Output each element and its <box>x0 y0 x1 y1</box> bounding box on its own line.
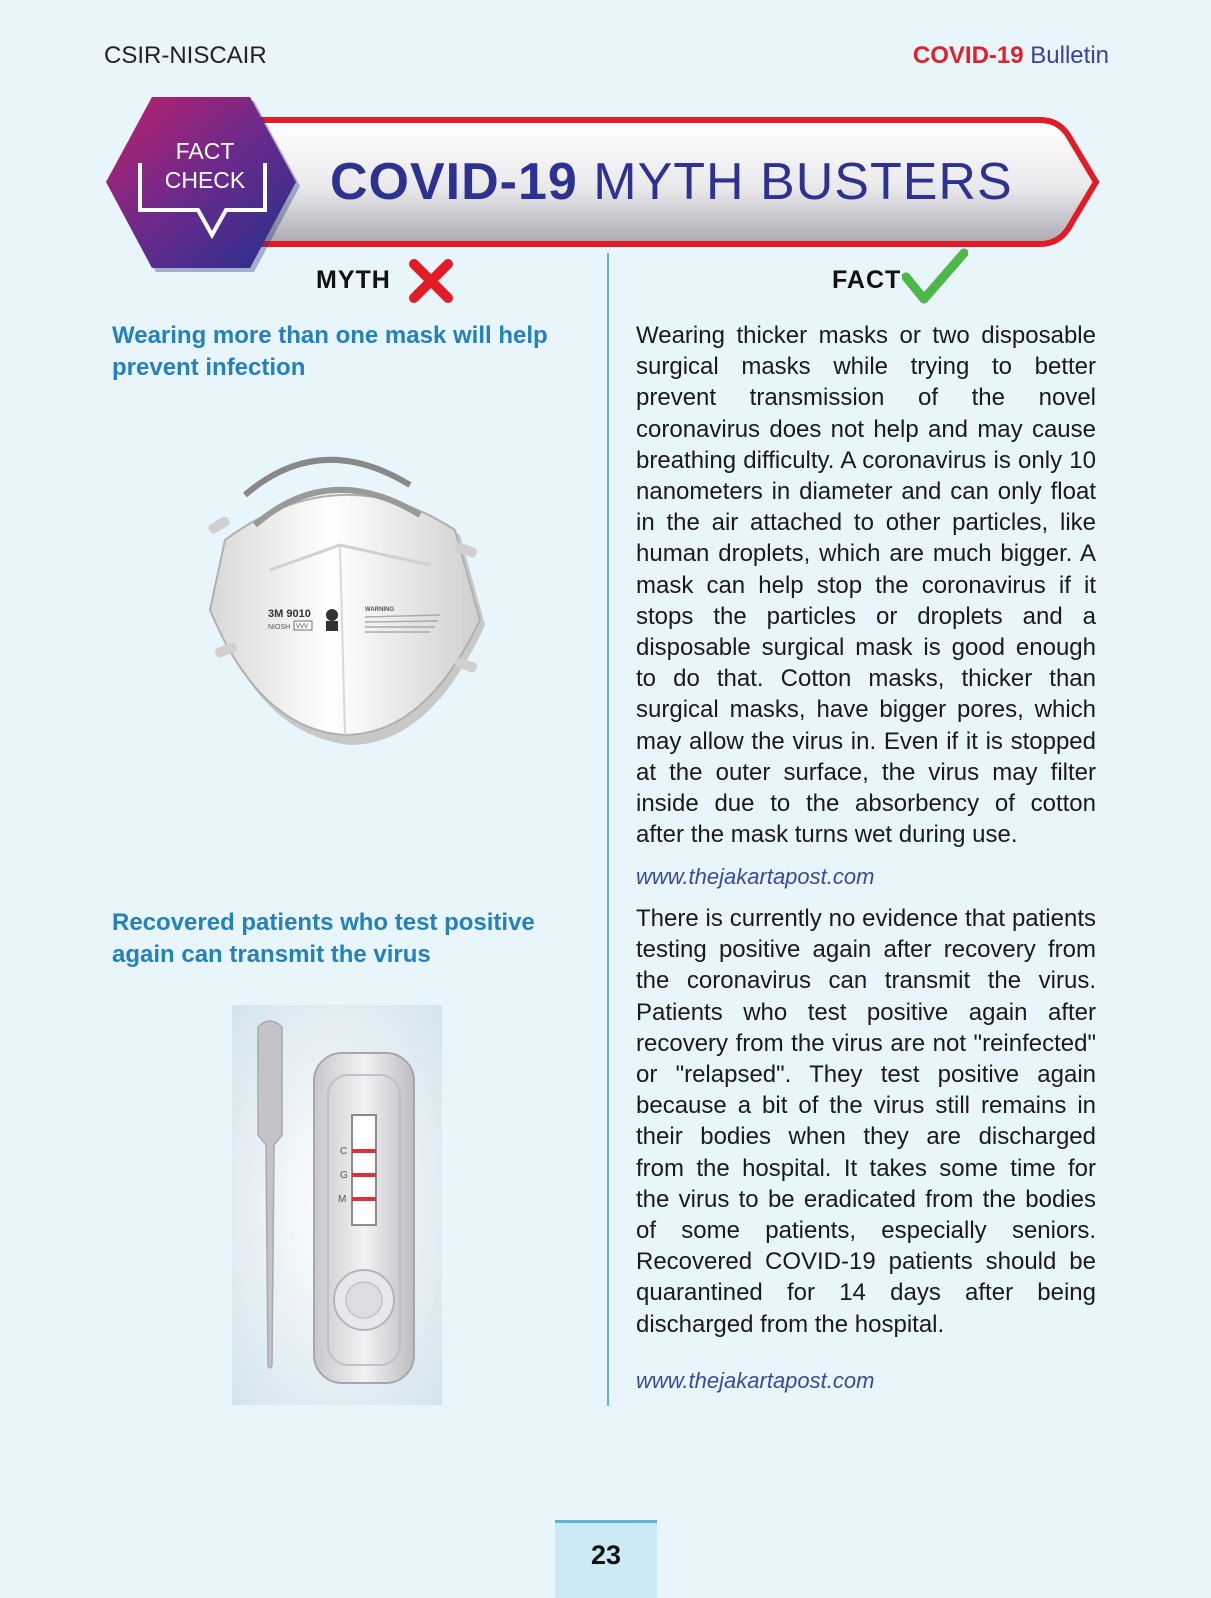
badge-line1: FACT <box>175 138 235 164</box>
control-line-label: C <box>340 1146 348 1157</box>
mask-cert-box: VVV <box>296 624 309 630</box>
fact-1-source: www.thejakartapost.com <box>636 864 875 889</box>
fact-1: Wearing thicker masks or two disposable surgical masks while trying to better prevent transmission of the novel coronavirus does not help and may cause breathing difficulty. A coronavirus is only 10 nanometers in diameter and can only float in the air attached to other particles, like human droplets, which are much bigger. A mask can help stop the coronavirus if it stops the particles or droplets and a disposable surgical mask is good enough to do that. Cotton masks, thicker than surgical masks, have bigger pores, which may allow the virus in. Even if it is stopped at the outer surface, the virus may filter inside due to the absorbency of cotton after the mask turns wet during use. <box>636 322 1096 849</box>
page-number: 23 <box>555 1520 657 1598</box>
page-title-rest: MYTH BUSTERS <box>593 153 1013 211</box>
test-window <box>352 1115 376 1225</box>
green-check-icon <box>902 247 968 305</box>
publisher-name: CSIR-NISCAIR <box>104 42 267 69</box>
rapid-test-kit-image <box>232 1005 442 1405</box>
fact-column-heading <box>832 266 901 295</box>
mask-brand: 3M 9010 <box>268 608 311 620</box>
page-title <box>330 152 1013 212</box>
fact-2: There is currently no evidence that patients testing positive again after recovery from the coronavirus can transmit the virus. Patients who test positive again after recovery from the virus are not "reinfected" or "relapsed". They test positive again because a bit of the virus still remains in their bodies when they are discharged from the hospital. It takes some time for the virus to be eradicated from the bodies of some patients, especially seniors. Recovered COVID-19 patients should be quarantined for 14 days after being discharged from the hospital. <box>636 905 1096 1338</box>
fact-label: FACT <box>832 266 902 294</box>
bulletin-title-accent: COVID-19 <box>912 42 1024 69</box>
igm-line-label: M <box>338 1194 347 1205</box>
myth-2-line1: Recovered patients who test positive <box>112 909 535 936</box>
myth-1-line1: Wearing more than one mask will help <box>112 322 548 349</box>
column-divider <box>607 253 609 1406</box>
fact-check-badge <box>140 137 270 195</box>
page-title-bold: COVID-19 <box>330 153 578 211</box>
myth-label: MYTH <box>316 266 391 294</box>
bulletin-title-rest: Bulletin <box>1030 42 1109 69</box>
myth-1 <box>112 320 582 384</box>
mask-warning: WARNING <box>365 607 394 613</box>
mask-cert: NIOSH <box>268 624 291 631</box>
respirator-symbol-icon <box>326 609 338 621</box>
myth-2-line2: again can transmit the virus <box>112 941 431 968</box>
myth-1-line2: prevent infection <box>112 354 306 381</box>
badge-line2: CHECK <box>164 167 246 193</box>
n95-mask-image <box>200 435 500 755</box>
red-cross-icon <box>408 258 454 304</box>
igg-line-label: G <box>340 1170 348 1181</box>
fact-2-source: www.thejakartapost.com <box>636 1368 875 1393</box>
myth-column-heading <box>316 266 391 295</box>
myth-2 <box>112 907 582 971</box>
